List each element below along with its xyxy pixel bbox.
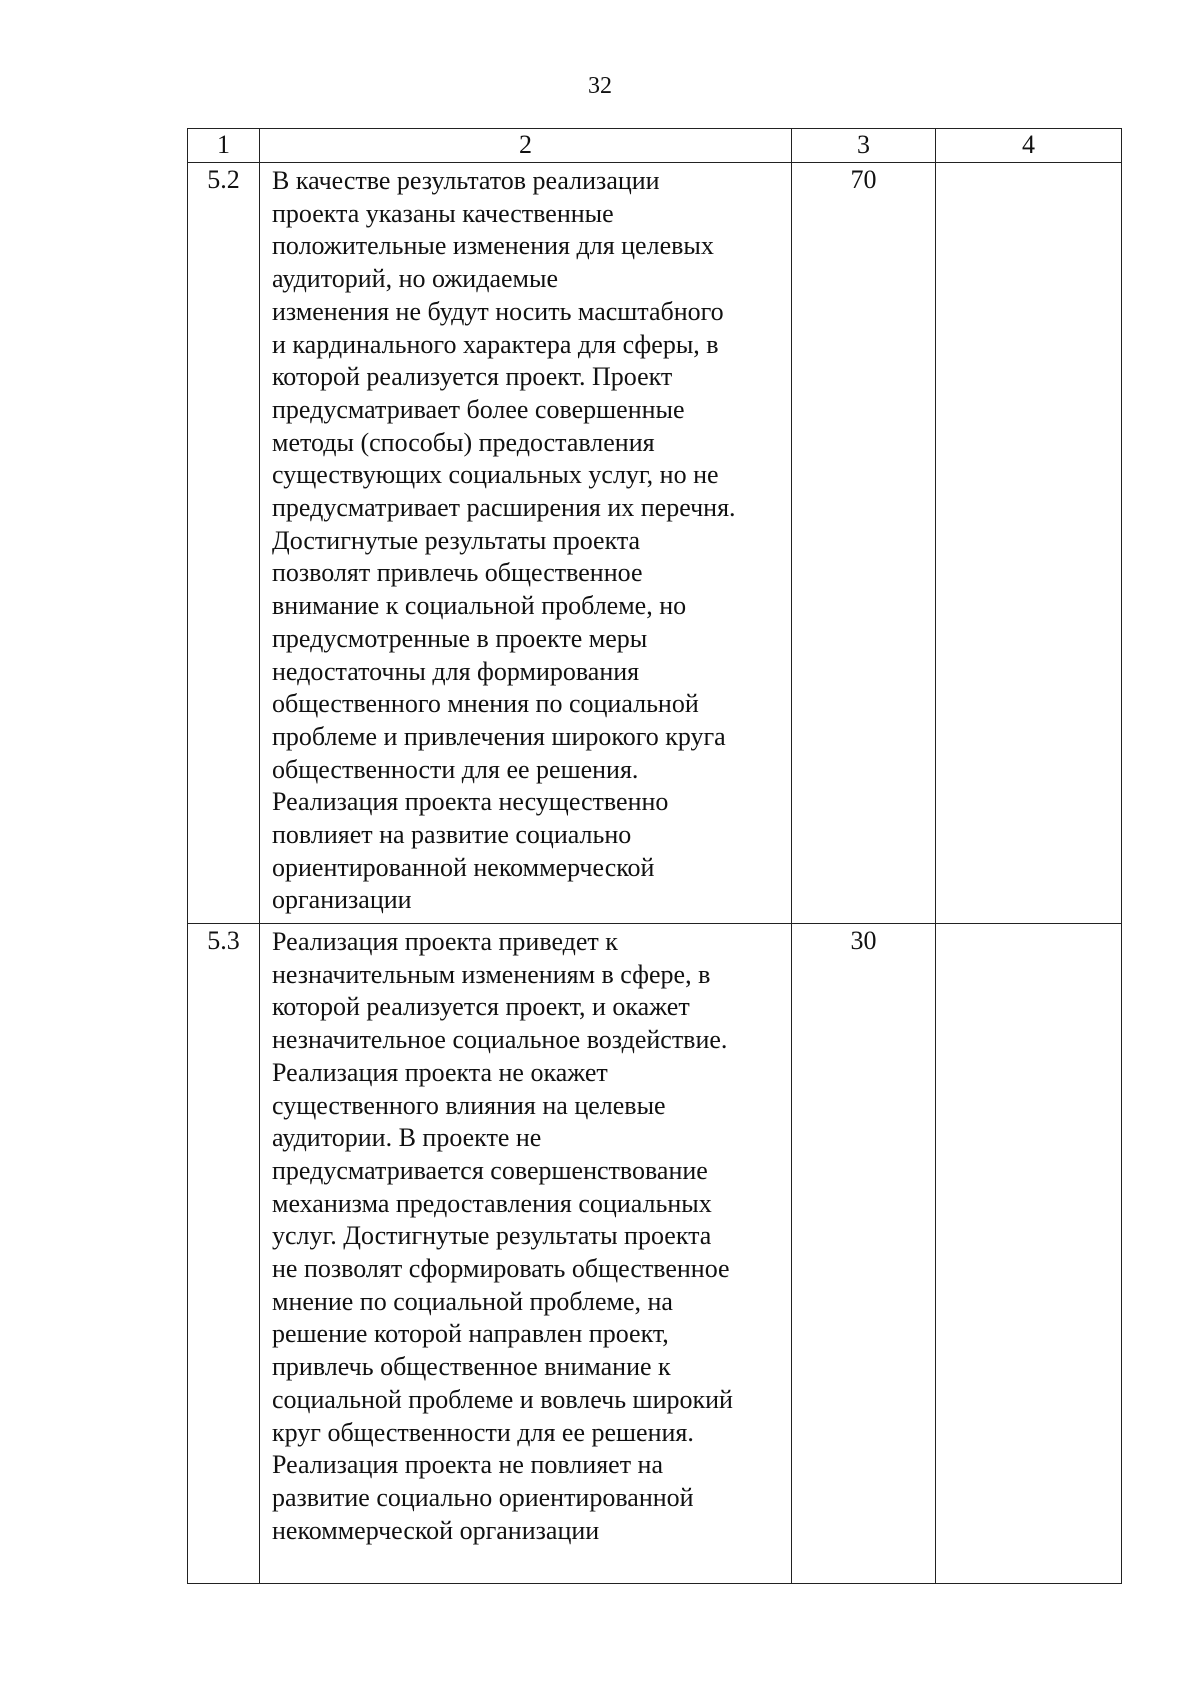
description-line: механизма предоставления социальных [272,1188,712,1218]
description-line: ориентированной некоммерческой [272,852,655,882]
description-line: проблеме и привлечения широкого круга [272,721,726,751]
description-line: предусмотренные в проекте меры [272,623,648,653]
description-line: мнение по социальной проблеме, на [272,1286,673,1316]
header-col-4: 4 [936,129,1122,163]
description-line: незначительным изменениям в сфере, в [272,959,711,989]
description-line: развитие социально ориентированной [272,1482,694,1512]
description-line: В качестве результатов реализации [272,166,660,195]
table-header [188,129,1122,163]
description-line: аудитории. В проекте не [272,1123,542,1153]
row-number: 5.2 [188,163,260,924]
criterion-description [260,924,792,1584]
description-line: Достигнутые результаты проекта [272,525,641,555]
header-col-3: 3 [792,129,936,163]
table-row [188,924,1122,1584]
description-line: незначительное социальное воздействие. [272,1025,728,1055]
description-line: организации [272,885,412,915]
description-line: методы (способы) предоставления [272,427,655,457]
description-line: общественного мнения по социальной [272,689,699,719]
description-line: Реализация проекта несущественно [272,787,669,817]
score-value: 70 [792,163,936,924]
description-line: не позволят сформировать общественное [272,1254,730,1284]
description-line: позволят привлечь общественное [272,558,643,588]
description-line: решение которой направлен проект, [272,1319,669,1349]
description-line: предусматривается совершенствование [272,1155,708,1185]
description-line: некоммерческой организации [272,1515,600,1545]
description-line: существующих социальных услуг, но не [272,460,719,490]
description-line: которой реализуется проект, и окажет [272,992,690,1022]
header-col-1: 1 [188,129,260,163]
description-line: изменения не будут носить масштабного [272,296,724,326]
header-col-2: 2 [260,129,792,163]
description-line: Реализация проекта приведет к [272,927,618,956]
description-line: внимание к социальной проблеме, но [272,591,687,621]
row-number: 5.3 [188,924,260,1584]
description-line: аудиторий, но ожидаемые [272,264,558,294]
description-line: существенного влияния на целевые [272,1090,666,1120]
description-line: услуг. Достигнутые результаты проекта [272,1221,712,1251]
header-row [188,129,1122,163]
description-line: и кардинального характера для сферы, в [272,329,719,359]
description-line: которой реализуется проект. Проект [272,362,673,392]
description-line: предусматривает более совершенные [272,394,685,424]
description-line: недостаточны для формирования [272,656,640,686]
empty-cell [936,163,1122,924]
description-line: положительные изменения для целевых [272,231,714,261]
description-line: круг общественности для ее решения. [272,1417,694,1447]
score-value: 30 [792,924,936,1584]
description-line: Реализация проекта не окажет [272,1057,608,1087]
page-number: 32 [588,73,612,99]
description-line: повлияет на развитие социально [272,820,632,850]
table-row [188,163,1122,924]
description-line: привлечь общественное внимание к [272,1352,671,1382]
description-line: проекта указаны качественные [272,198,614,228]
description-line: общественности для ее решения. [272,754,639,784]
description-line: предусматривает расширения их перечня. [272,493,736,523]
description-line: Реализация проекта не повлияет на [272,1450,664,1480]
criteria-table [187,128,1122,1584]
criterion-description [260,163,792,924]
empty-cell [936,924,1122,1584]
description-line: социальной проблеме и вовлечь широкий [272,1384,733,1414]
